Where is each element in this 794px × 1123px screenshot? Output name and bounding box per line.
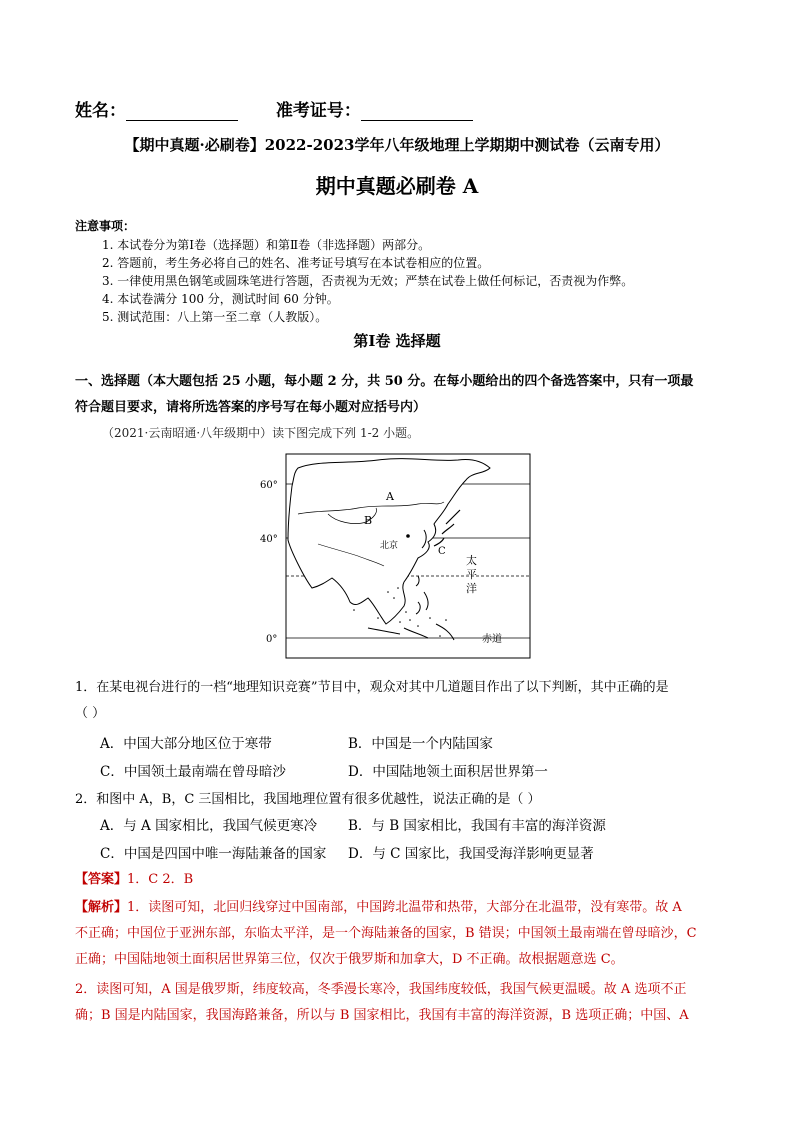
name-label: 姓名： xyxy=(75,101,126,121)
question-source: （2021·云南昭通·八年级期中）读下图完成下列 1-2 小题。 xyxy=(102,426,420,440)
asia-map xyxy=(258,452,534,660)
exam-subtitle: 【期中真题·必刷卷】2022-2023学年八年级地理上学期期中测试卷（云南专用） xyxy=(124,136,670,154)
section-intro-line: 一、选择题（本大题包括 25 小题，每小题 2 分，共 50 分。在每小题给出的四个备选答案中，只有一项最 xyxy=(75,374,694,389)
beijing-dot xyxy=(406,534,410,538)
lat-label: 0° xyxy=(266,634,278,645)
q2-option-b[interactable]: B．与 B 国家相比，我国有丰富的海洋资源 xyxy=(348,818,606,834)
q2-option-a[interactable]: A．与 A 国家相比，我国气候更寒冷 xyxy=(100,818,318,834)
q2-option-d[interactable]: D．与 C 国家比，我国受海洋影响更显著 xyxy=(348,846,594,862)
analysis-label: 【解析】 xyxy=(75,900,128,915)
question-2-stem: 2．和图中 A，B，C 三国相比，我国地理位置有很多优越性，说法正确的是（ ） xyxy=(75,792,541,807)
notice-item: 1. 本试卷分为第Ⅰ卷（选择题）和第Ⅱ卷（非选择题）两部分。 xyxy=(102,238,431,252)
map-label-a: A xyxy=(386,490,394,503)
q1-option-b[interactable]: B．中国是一个内陆国家 xyxy=(348,736,493,752)
analysis-text: 不正确；中国位于亚洲东部，东临太平洋，是一个海陆兼备的国家，B 错误；中国领土最南端在曾母暗沙，C xyxy=(75,926,697,941)
notice-item: 2. 答题前，考生务必将自己的姓名、准考证号填写在本试卷相应的位置。 xyxy=(102,256,490,270)
map-label-pacific: 平 xyxy=(466,568,477,581)
map-label-equator: 赤道 xyxy=(482,634,502,645)
lat-label: 60° xyxy=(260,480,278,491)
map-label-beijing: 北京 xyxy=(380,541,399,551)
map-label-b: B xyxy=(364,514,373,527)
notice-heading: 注意事项： xyxy=(75,219,136,233)
question-1-stem: 1．在某电视台进行的一档“地理知识竞赛”节目中，观众对其中几道题目作出了以下判断，其中正确的是 xyxy=(75,680,669,695)
question-1-bracket: （ ） xyxy=(75,706,106,721)
q1-option-d[interactable]: D．中国陆地领土面积居世界第一 xyxy=(348,764,548,780)
answer-label: 【答案】 xyxy=(75,872,128,887)
answer-line xyxy=(75,868,193,887)
notice-item: 3. 一律使用黑色钢笔或圆珠笔进行答题，否责视为无效；严禁在试卷上做任何标记，否责视为作弊。 xyxy=(102,274,634,288)
map-label-c: C xyxy=(438,546,446,557)
id-label: 准考证号： xyxy=(275,101,361,121)
lat-label: 40° xyxy=(260,534,278,545)
analysis-text: 正确；中国陆地领土面积居世界第三位，仅次于俄罗斯和加拿大，D 不正确。故根据题意选 C。 xyxy=(75,952,624,967)
page-title: 期中真题必刷卷 A xyxy=(315,174,479,198)
map-label-pacific: 洋 xyxy=(466,582,477,595)
analysis-line xyxy=(75,896,682,915)
id-blank[interactable] xyxy=(361,103,473,121)
answer-text: 1．C 2．B xyxy=(127,872,194,887)
analysis-text: 1．读图可知，北回归线穿过中国南部，中国跨北温带和热带，大部分在北温带，没有寒带。故 A xyxy=(127,900,682,915)
asia-map-figure xyxy=(258,452,534,660)
section-intro-line: 符合题目要求，请将所选答案的序号写在每小题对应括号内） xyxy=(75,400,427,415)
section-title: 第Ⅰ卷 选择题 xyxy=(353,332,441,350)
q2-option-c[interactable]: C．中国是四国中唯一海陆兼备的国家 xyxy=(100,846,327,862)
map-label-pacific: 太 xyxy=(466,554,477,567)
q1-option-a[interactable]: A．中国大部分地区位于寒带 xyxy=(100,736,272,752)
q1-option-c[interactable]: C．中国领土最南端在曾母暗沙 xyxy=(100,764,286,780)
analysis-text: 2．读图可知，A 国是俄罗斯，纬度较高，冬季漫长寒冷，我国纬度较低，我国气候更温暖。故 A 选项不正 xyxy=(75,982,687,997)
notice-item: 4. 本试卷满分 100 分，测试时间 60 分钟。 xyxy=(102,292,339,306)
name-blank[interactable] xyxy=(126,103,238,121)
name-line xyxy=(75,96,473,121)
notice-item: 5. 测试范围：八上第一至二章（人教版）。 xyxy=(102,310,328,324)
analysis-text: 确；B 国是内陆国家，我国海路兼备，所以与 B 国家相比，我国有丰富的海洋资源，B 选项正确；中国、A xyxy=(75,1008,689,1023)
